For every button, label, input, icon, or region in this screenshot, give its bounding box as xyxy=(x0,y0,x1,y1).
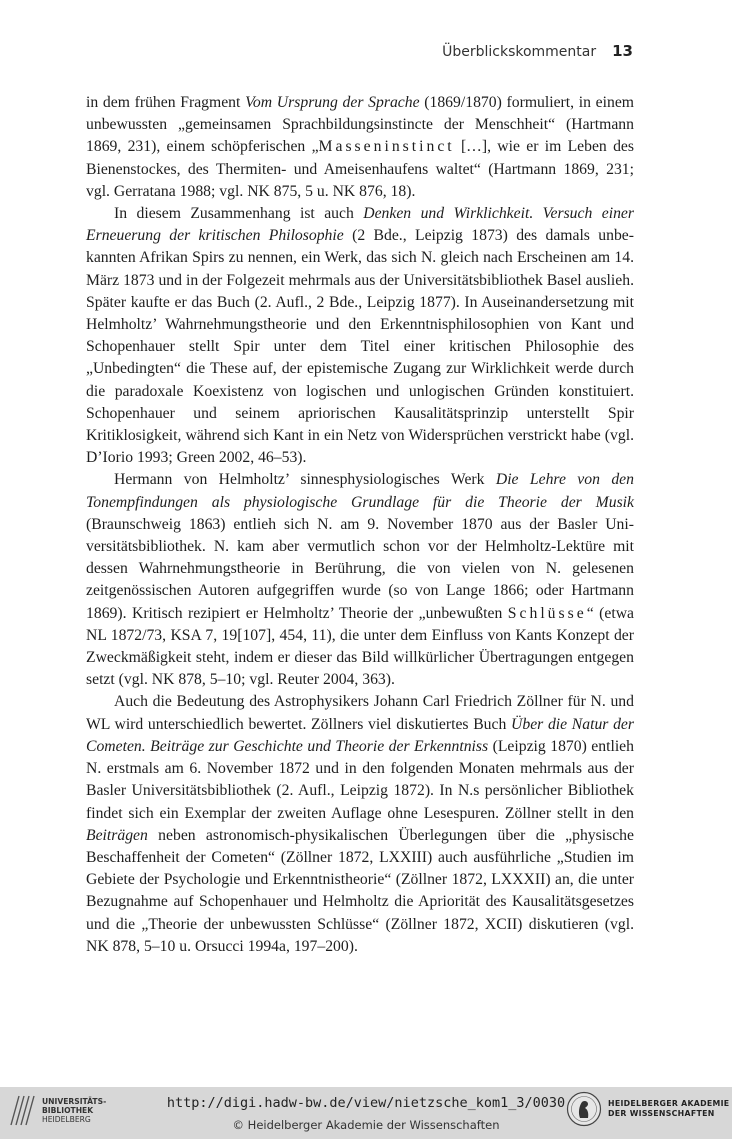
academy-wordmark xyxy=(608,1099,729,1119)
body-paragraph xyxy=(86,92,634,203)
body-paragraph xyxy=(86,469,634,691)
text-run: (Leipzig 1870) entlieh N. erstmals am 6. November 1872 und in den folgenden Monaten mehrmals aus der Basler Universitätsbibliothek (2. Aufl., Leipzig 1872). In N.s persönlicher Bibliothek findet sich ein Exemplar der zweiten Auflage ohne Lesespuren. Zöllner stellt in den xyxy=(86,737,634,822)
ub-line-1: UNIVERSITÄTS- xyxy=(42,1096,107,1106)
academy-seal-icon xyxy=(566,1091,602,1127)
body-paragraph xyxy=(86,691,634,957)
footer-permalink[interactable]: http://digi.hadw-bw.de/view/nietzsche_kom1_3/0030 xyxy=(166,1095,566,1111)
italic-title: Beiträgen xyxy=(86,826,148,844)
body-text xyxy=(86,92,634,958)
text-run: (1869/1870) formuliert, in einem unbewussten „gemeinsamen Sprachbildungsinstincte der Menschheit“ (Hartmann 1869, 231), einem schöpferischen „ xyxy=(86,94,634,156)
text-run: Hermann von Helmholtz’ sinnesphysiologisches Werk xyxy=(114,471,496,489)
italic-title: Vom Ursprung der Sprache xyxy=(245,94,420,111)
text-run: in dem frühen Fragment xyxy=(86,94,246,111)
italic-title: Die Lehre von den Tonempfindungen als physiologische Grundlage für die Theorie der Musik xyxy=(86,471,634,511)
italic-title: Denken und Wirklichkeit. Versuch einer Erneuerung der kritischen Philosophie xyxy=(86,205,634,245)
text-run: (Braunschweig 1863) entlieh sich N. am 9. November 1870 aus der Basler Universitätsbibliothek. N. kam aber vermutlich schon vor der Helmholtz-Lektüre mit dessen Wahrnehmungstheorie in Berührung, die von vielen von N. gelesenen zeitgenössischen Autoren aufgegriffen wurde (so von Lange 1866; oder Hartmann 1869). Kritisch rezipiert er Helmholtz’ Theorie der „unbewußten xyxy=(86,515,634,622)
footer-copyright: © Heidelberger Akademie der Wissenschaften xyxy=(232,1118,500,1132)
ub-line-2: BIBLIOTHEK xyxy=(42,1105,94,1115)
italic-title: Über die Natur der Cometen. Beiträge zur Geschichte und Theorie der Erkenntniss xyxy=(86,715,634,755)
text-run: In diesem Zusammenhang ist auch xyxy=(114,205,364,223)
academy-logo[interactable] xyxy=(566,1091,729,1127)
running-header xyxy=(442,42,633,60)
running-head-title: Überblickskommentar xyxy=(442,44,597,60)
body-paragraph xyxy=(86,203,634,469)
text-run: (2 Bde., Leipzig 1873) des damals unbekannten Afrikan Spirs zu nennen, ein Werk, das sich N. gleich nach Erscheinen am 14. März 1873 und in der Folgezeit mehrmals aus der Universitätsbibliothek Basel auslieh. Später kaufte er das Buch (2. Aufl., 2 Bde., Leipzig 1877). In Auseinandersetzung mit Helmholtz’ Wahrnehmungstheorie und den Erkenntnisphilosophien von Kant und Schopenhauer stellt Spir unter dem Titel einer kritischen Philosophie des „Unbedingten“ die These auf, der epistemische Zugang zur Wirklichkeit werde durch die paradoxale Koexistenz von logischen und unlogischen Gründen konstituiert. Schopenhauer und seinem apriorischen Kausalitätsprinzip unterstellt Spir Kritiklosigkeit, während sich Kant in ein Netz von Widersprüchen verstrickt habe (vgl. D’Iorio 1993; Green 2002, 46–53). xyxy=(86,227,634,467)
academy-line-1: HEIDELBERGER AKADEMIE xyxy=(608,1099,730,1108)
text-run: […], wie er im Leben des Bienenstockes, des Thermiten- und Ameisenhaufens waltet“ (Hartmann 1869, 231; vgl. Gerratana 1988; vgl. NK 875, 5 u. NK 876, 18). xyxy=(86,138,634,200)
spaced-emphasis: Schlüsse xyxy=(507,604,587,622)
academy-line-2: DER WISSENSCHAFTEN xyxy=(608,1109,715,1118)
page-number: 13 xyxy=(612,42,633,60)
text-run: neben astronomisch-physikalischen Überlegungen über die „physische Beschaffenheit der Cometen“ (Zöllner 1872, LXXIII) auch ausführliche „Studien im Gebiete der Psychologie und Erkenntnistheorie“ (Zöllner 1872, LXXXII) an, die unter Bezugnahme auf Schopenhauer und Helmholtz die Apriorität des Kausalitätsgesetzes und die „Theorie der unbewussten Schlüsse“ (Zöllner 1872, XCII) diskutieren (vgl. NK 878, 5–10 u. Orsucci 1994a, 197–200). xyxy=(86,826,634,955)
text-run: “ (etwa NL 1872/73, KSA 7, 19[107], 454, 11), die unter dem Einfluss von Kants Konzept der Zweckmäßigkeit steht, indem er dieser das Bild willkürlicher Übertragungen entgegen setzt (vgl. NK 878, 5–10; vgl. Reuter 2004, 363). xyxy=(86,604,634,689)
text-run: Auch die Bedeutung des Astrophysikers Johann Carl Friedrich Zöllner für N. und WL wird unterschiedlich bewertet. Zöllners viel diskutiertes Buch xyxy=(86,693,634,733)
spaced-emphasis: Masseninstinct xyxy=(318,138,455,156)
ub-line-3: HEIDELBERG xyxy=(42,1114,91,1124)
